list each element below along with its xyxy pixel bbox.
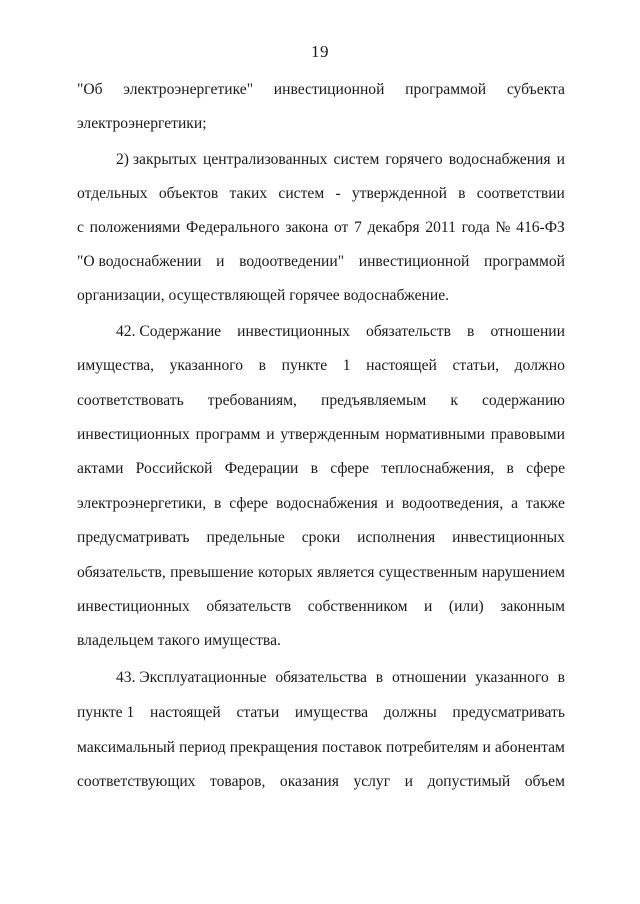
word: и [424,598,433,615]
word: сфере [330,460,370,477]
word: 2011 [425,219,456,236]
text-line [77,252,565,272]
word: с [77,219,84,236]
word: в [467,323,475,340]
word: и [266,426,275,443]
text-line [77,528,565,548]
word: Федерального [186,219,280,236]
word: также [525,495,565,512]
text-line [116,150,565,170]
word: и [556,151,565,168]
text-line [77,356,565,376]
word: теплоснабжения, [381,460,495,477]
text-line [77,391,565,411]
word: 7 [354,219,362,236]
word: должно [514,357,565,374]
word: настоящей [150,704,221,721]
word: программой [405,81,487,98]
word: и [385,495,395,512]
word: соответствующих [77,773,196,790]
word: актами [77,460,124,477]
word: систем [333,151,380,168]
word: отдельных [77,185,148,202]
word: и [482,739,491,756]
word: 416-ФЗ [516,219,565,236]
word: соответствии [476,185,565,202]
word: обязательства [275,669,367,686]
word: оказания [279,773,339,790]
word: предусматривать [452,704,565,721]
word: инвестиционных [77,598,190,615]
word: 1 [342,357,351,374]
word: исполнения [357,529,436,546]
word: в [375,669,384,686]
page-number: 19 [311,42,329,61]
word: положениями [89,219,181,236]
word: программ [195,426,261,443]
word: имущества, [77,357,155,374]
word: - [335,185,341,202]
word: максимальный [77,739,176,756]
text-line [77,631,565,651]
text-line [77,459,565,479]
word: инвестиционной [273,81,385,98]
word: обязательств [206,598,292,615]
word: закона [285,219,329,236]
word: услуг [353,773,391,790]
word: которых [257,564,313,581]
word: утвержденным [280,426,380,443]
word: собственником [307,598,408,615]
text-line [77,494,565,514]
word: года [461,219,490,236]
word: субъекта [506,81,565,98]
word: таких [229,185,268,202]
word: (или) [448,598,484,615]
word: отношении [490,323,565,340]
word: и [404,773,414,790]
word: в [458,185,466,202]
word: предусматривать [77,529,190,546]
text-line [77,218,565,238]
word: абонентам [494,739,565,756]
word: статьи [236,704,280,721]
word: инвестиционных [77,426,190,443]
word: сроки [301,529,341,546]
word: централизованных [202,151,328,168]
word: "Об [77,81,103,98]
word: объем [524,773,565,790]
word: владельцем такого имущества. [77,632,281,649]
word: период [179,739,226,756]
word: должны [383,704,437,721]
word: 43. Эксплуатационные [116,669,267,686]
word: законным [500,598,565,615]
word: товаров, [210,773,266,790]
word: допустимый [427,773,511,790]
word: а [511,495,519,512]
word: № [495,219,511,236]
word: в [557,669,565,686]
word: настоящей [366,357,437,374]
text-line [77,738,565,758]
word: электроэнергетике" [123,81,254,98]
word: инвестиционных [452,529,565,546]
text-line [77,114,565,134]
word: предъявляемым [321,392,427,409]
word: программой [484,253,565,270]
word: от [333,219,349,236]
word: потребителям [385,739,479,756]
word: водоснабжения [275,495,378,512]
word: сфере [229,495,269,512]
word: правовыми [490,426,565,443]
word: 2) закрытых [116,151,197,168]
word: "О водоснабжении [77,253,202,270]
word: требованиям, [207,392,297,409]
word: организации, осуществляющей горячее водоснабжение. [77,287,450,304]
word: имущества [294,704,369,721]
text-line [116,668,565,688]
word: предельные [206,529,285,546]
word: водоотведения, [401,495,504,512]
word: водоснабжения [448,151,551,168]
word: и [216,253,225,270]
word: нарушением [481,564,565,581]
word: обязательств, [77,564,166,581]
word: в [214,495,222,512]
word: прекращения [229,739,318,756]
word: в [310,460,318,477]
word: указанного [169,357,244,374]
word: существенным [378,564,478,581]
word: указанного [475,669,549,686]
word: нормативными [385,426,485,443]
word: в [258,357,267,374]
text-line [77,286,565,306]
word: является [317,564,375,581]
word: обязательств [366,323,451,340]
word: содержанию [482,392,565,409]
text-line [77,563,565,583]
word: горячего [385,151,443,168]
word: соответствовать [77,392,184,409]
word: пункте [281,357,328,374]
word: электроэнергетики; [77,115,207,132]
word: объектов [158,185,219,202]
word: статьи, [452,357,500,374]
text-line [77,703,565,723]
word: пункте 1 [77,704,135,721]
text-line [77,184,565,204]
word: Федерации [224,460,299,477]
word: к [450,392,458,409]
word: отношении [391,669,467,686]
word: 42. Содержание [116,323,222,340]
word: превышение [170,564,254,581]
word: инвестиционной [358,253,470,270]
text-line [116,322,565,342]
word: инвестиционных [237,323,350,340]
word: водоотведении" [239,253,345,270]
word: декабря [367,219,420,236]
word: утвержденной [351,185,447,202]
word: Российской [135,460,213,477]
word: поставок [321,739,382,756]
text-line [77,80,565,100]
text-line [77,597,565,617]
text-line [77,772,565,792]
word: в [506,460,514,477]
word: электроэнергетики, [77,495,207,512]
word: систем [278,185,325,202]
word: сфере [526,460,565,477]
text-line [77,425,565,445]
